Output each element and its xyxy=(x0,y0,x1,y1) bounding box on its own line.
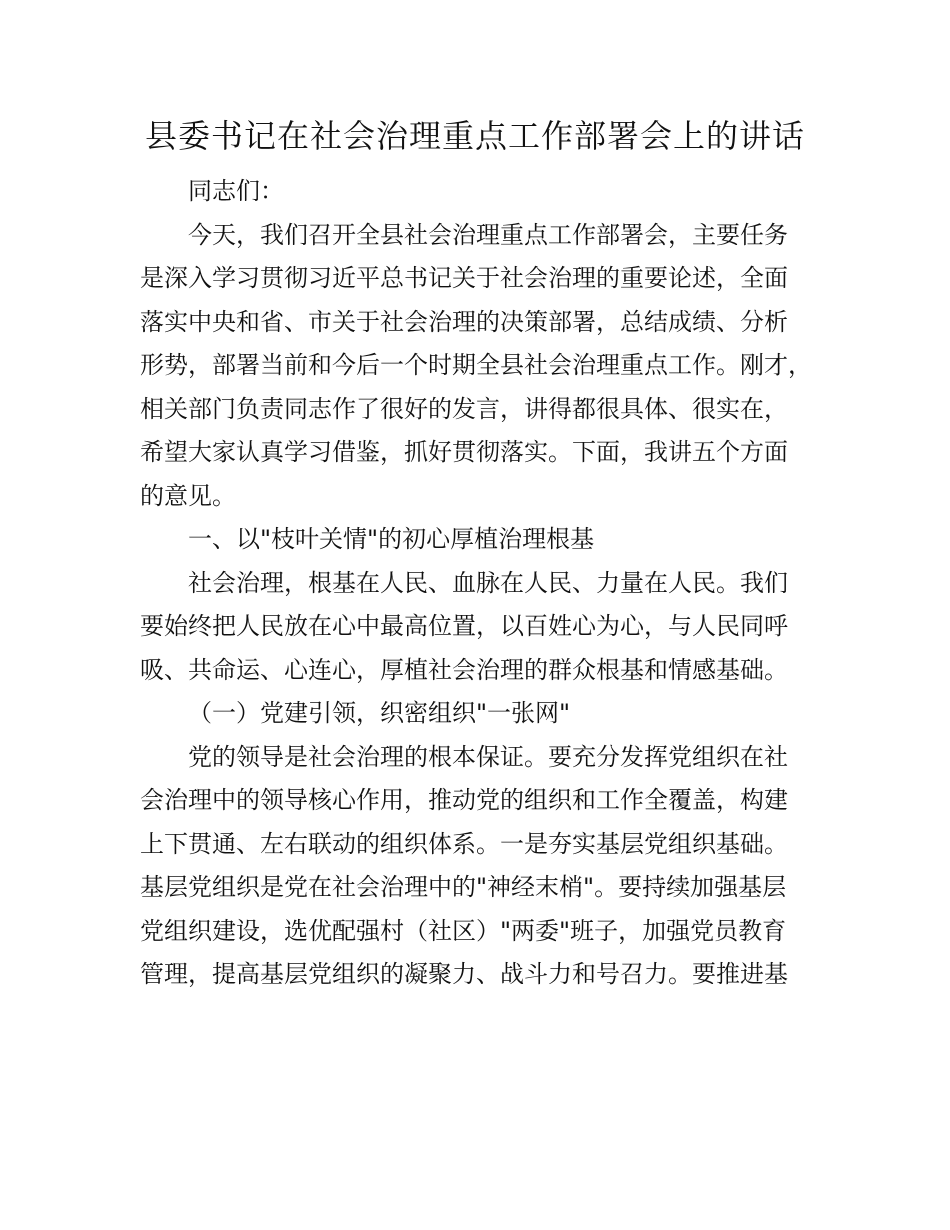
document-title: 县委书记在社会治理重点工作部署会上的讲话 xyxy=(144,117,805,155)
body-line: 上下贯通、左右联动的组织体系。一是夯实基层党组织基础。 xyxy=(140,829,788,858)
body-line: 希望大家认真学习借鉴，抓好贯彻落实。下面，我讲五个方面 xyxy=(140,438,788,466)
body-line: 基层党组织是党在社会治理中的"神经末梢"。要持续加强基层 xyxy=(140,873,787,901)
salutation-line: 同志们： xyxy=(188,177,284,205)
body-line: 会治理中的领导核心作用，推动党的组织和工作全覆盖，构建 xyxy=(140,786,788,814)
body-line: 落实中央和省、市关于社会治理的决策部署，总结成绩、分析 xyxy=(140,307,788,336)
body-line: 党的领导是社会治理的根本保证。要充分发挥党组织在社 xyxy=(188,742,788,771)
section-heading: 一、以"枝叶关情"的初心厚植治理根基 xyxy=(188,525,595,553)
body-line: 相关部门负责同志作了很好的发言，讲得都很具体、很实在， xyxy=(140,394,788,423)
body-line: 党组织建设，选优配强村（社区）"两委"班子，加强党员教育 xyxy=(140,916,787,945)
body-line: 要始终把人民放在心中最高位置，以百姓心为心，与人民同呼 xyxy=(140,612,788,640)
body-line: 是深入学习贯彻习近平总书记关于社会治理的重要论述，全面 xyxy=(140,264,788,292)
body-line: 吸、共命运、心连心，厚植社会治理的群众根基和情感基础。 xyxy=(140,655,788,684)
body-line: 的意见。 xyxy=(140,481,236,510)
body-line: 形势，部署当前和今后一个时期全县社会治理重点工作。刚才， xyxy=(140,351,812,379)
subsection-heading: （一）党建引领，织密组织"一张网" xyxy=(188,699,571,727)
document-body xyxy=(140,170,830,997)
body-line: 管理，提高基层党组织的凝聚力、战斗力和号召力。要推进基 xyxy=(140,960,788,988)
body-line: 社会治理，根基在人民、血脉在人民、力量在人民。我们 xyxy=(188,568,788,597)
body-line: 今天，我们召开全县社会治理重点工作部署会，主要任务 xyxy=(188,220,788,249)
